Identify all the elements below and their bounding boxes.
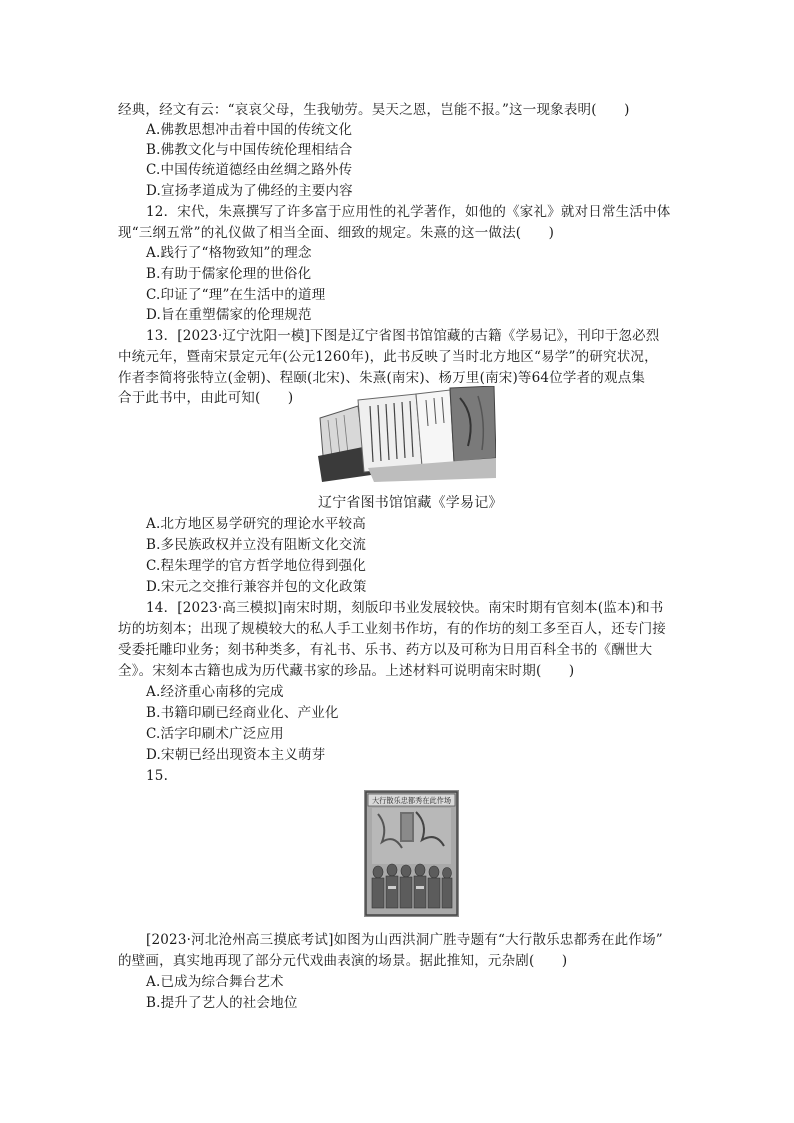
q13-option-c: C.程朱理学的官方哲学地位得到强化	[146, 558, 367, 574]
q14-option-a: A.经济重心南移的完成	[146, 684, 284, 700]
q13-stem-line-3: 作者李简将张特立(金朝)、程颐(北宋)、朱熹(南宋)、杨万里(南宋)等64位学者的观点集	[118, 370, 646, 386]
q15-option-b: B.提升了艺人的社会地位	[146, 995, 298, 1011]
q15-option-a: A.已成为综合舞台艺术	[146, 974, 284, 990]
q14-stem-line-1: 14．[2023·高三模拟]南宋时期，刻版印书业发展较快。南宋时期有官刻本(监本)和书	[146, 600, 664, 616]
mural-banner-text: 大行散乐忠都秀在此作场	[371, 796, 452, 805]
ancient-book-photo	[318, 386, 496, 482]
q13-figure-caption: 辽宁省图书馆馆藏《学易记》	[318, 495, 503, 511]
q14-stem-line-4: 全》。宋刻本古籍也成为历代藏书家的珍品。上述材料可说明南宋时期( )	[118, 663, 575, 679]
q14-option-b: B.书籍印刷已经商业化、产业化	[146, 705, 339, 721]
q13-option-b: B.多民族政权并立没有阻断文化交流	[146, 537, 367, 553]
q12-option-b: B.有助于儒家伦理的世俗化	[146, 266, 312, 282]
q11-option-d: D.宣扬孝道成为了佛经的主要内容	[146, 183, 353, 199]
q13-stem-line-4: 合于此书中，由此可知( )	[118, 390, 294, 406]
q15-stem-line-2: 的壁画，真实地再现了部分元代戏曲表演的场景。据此推知，元杂剧( )	[118, 953, 568, 969]
q14-option-d: D.宋朝已经出现资本主义萌芽	[146, 747, 326, 763]
q11-option-a: A.佛教思想冲击着中国的传统文化	[146, 122, 353, 138]
q12-option-a: A.践行了“格物致知”的理念	[146, 245, 312, 261]
yuan-drama-mural-photo	[364, 790, 459, 917]
q15-number: 15.	[146, 768, 169, 784]
q12-option-c: C.印证了“理”在生活中的道理	[146, 287, 326, 303]
q12-stem-line-2: 现“三纲五常”的礼仪做了相当全面、细致的规定。朱熹的这一做法( )	[118, 225, 555, 241]
q15-stem-line-1: [2023·河北沧州高三摸底考试]如图为山西洪洞广胜寺题有“大行散乐忠都秀在此作场”	[146, 932, 663, 948]
q12-option-d: D.旨在重塑儒家的伦理规范	[146, 307, 312, 323]
q14-stem-line-2: 坊的坊刻本；出现了规模较大的私人手工业刻书作坊，有的作坊的刻工多至百人，还专门接	[118, 621, 666, 637]
q14-option-c: C.活字印刷术广泛应用	[146, 726, 284, 742]
q13-stem-line-1: 13．[2023·辽宁沈阳一模]下图是辽宁省图书馆馆藏的古籍《学易记》，刊印于忽必烈	[146, 328, 660, 344]
q11-option-c: C.中国传统道德经由丝绸之路外传	[146, 162, 353, 178]
q12-stem-line-1: 12．宋代，朱熹撰写了许多富于应用性的礼学著作，如他的《家礼》就对日常生活中体	[146, 204, 671, 220]
q11-option-b: B.佛教文化与中国传统伦理相结合	[146, 142, 353, 158]
q13-option-d: D.宋元之交推行兼容并包的文化政策	[146, 579, 367, 595]
q11-stem-tail: 经典，经文有云：“哀哀父母，生我劬劳。昊天之恩，岂能不报。”这一现象表明( )	[118, 102, 630, 118]
q13-stem-line-2: 中统元年，暨南宋景定元年(公元1260年)，此书反映了当时北方地区“易学”的研究状况，	[118, 349, 658, 365]
q14-stem-line-3: 受委托雕印业务；刻书种类多，有礼书、乐书、药方以及可称为日用百科全书的《酬世大	[118, 642, 653, 658]
q13-option-a: A.北方地区易学研究的理论水平较高	[146, 516, 366, 532]
